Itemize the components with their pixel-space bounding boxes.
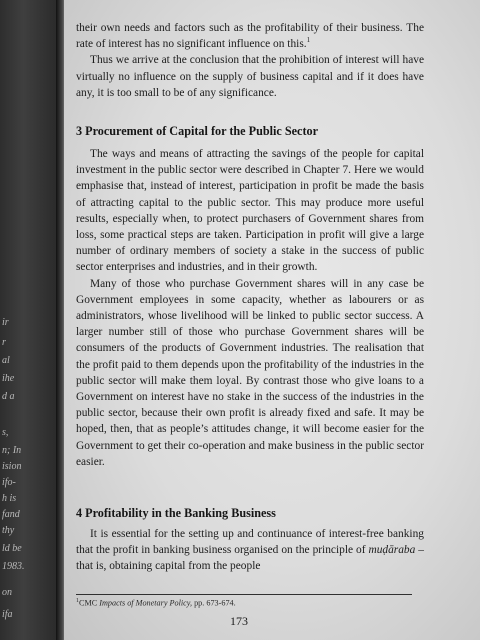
facing-page-fragment: on [2,587,12,598]
section-4-text-end: – that is, obtaining capital from the people [76,544,424,573]
section-3-body [76,146,424,470]
section-4-body [76,526,424,575]
facing-page-fragment: ision [2,461,22,472]
footnote-marker: 1 [76,598,79,604]
facing-page-fragment: d a [2,391,15,402]
facing-page-fragment: ir [2,317,9,328]
footnote-reference: 1 [306,36,311,45]
facing-page-fragment: ifo- [2,477,16,488]
conclusion-paragraph: Thus we arrive at the conclusion that the prohibition of interest will have virtually no influence on the supply of business capital and if it does have any, it is too small to be of any significance. [76,54,424,99]
facing-page-fragment: s, [2,427,9,438]
section-4-text-start: It is essential for the setting up and continuance of interest-free banking that the profit in banking business organised on the principle of [76,528,424,557]
book-page [64,0,480,640]
opening-paragraph [76,20,424,52]
opening-text [76,20,424,101]
section-3-paragraph-1: The ways and means of attracting the savings of the people for capital investment in the public sector were described in Chapter 7. Here we would emphasise that, instead of interest, participation in profit be made the basis of attracting capital to the public sector. This may produce more useful results, especially when, to protect purchasers of Government shares from loss, some practical steps are taken. Participation in profit will give a large number of ordinary members of society a stake in the success of public sector enterprises and industries, and in their growth. [76,148,424,274]
facing-page-fragment: ihe [2,373,15,384]
footnote-source: CMC [79,598,100,608]
facing-page-fragment: 1983. [2,561,25,572]
page-number: 173 [230,614,248,628]
footnote-divider [76,594,412,595]
facing-page-fragment: r [2,337,6,348]
section-3-paragraph-2: Many of those who purchase Government shares will in any case be Government employees in some capacity, whether as labourers or as administrators, whose livelihood will be linked to public sector success. A larger number still of those who purchase Government shares will be consumers of the products of Government industries. The realisation that the profit paid to them depends upon the profitability of the industries in the public sector will make them loyal. By contrast those who give loans to a Government on interest have no stake in the success of the industries in the public sector, because their own profit is already fixed and safe. It may be hoped, then, that as people’s attitudes change, it will become easier for the Government to get their co-operation and make business in the public sector easier. [76,277,424,468]
facing-page-fragment: al [2,355,10,366]
mudaraba-term: muḍāraba [368,544,416,557]
facing-page-fragment: h is [2,493,17,504]
facing-page-fragment: fand [2,509,20,520]
footnote-title: Impacts of Monetary Policy, [99,598,193,608]
section-4-heading: 4 Profitability in the Banking Business [76,506,276,520]
facing-page-edge [0,0,58,640]
footnote-pages: pp. 673-674. [192,598,236,608]
facing-page-fragment: thy [2,525,15,536]
facing-page-fragment: n; In [2,445,22,456]
opening-paragraph-text: their own needs and factors such as the profitability of their business. The rate of interest has no significant influence on this. [76,22,424,51]
section-4-paragraph-1 [76,526,424,575]
facing-page-fragment: ifa [2,609,13,620]
footnote [76,598,236,608]
section-3-heading: 3 Procurement of Capital for the Public Sector [76,124,319,138]
facing-page-fragment: ld be [2,543,22,554]
